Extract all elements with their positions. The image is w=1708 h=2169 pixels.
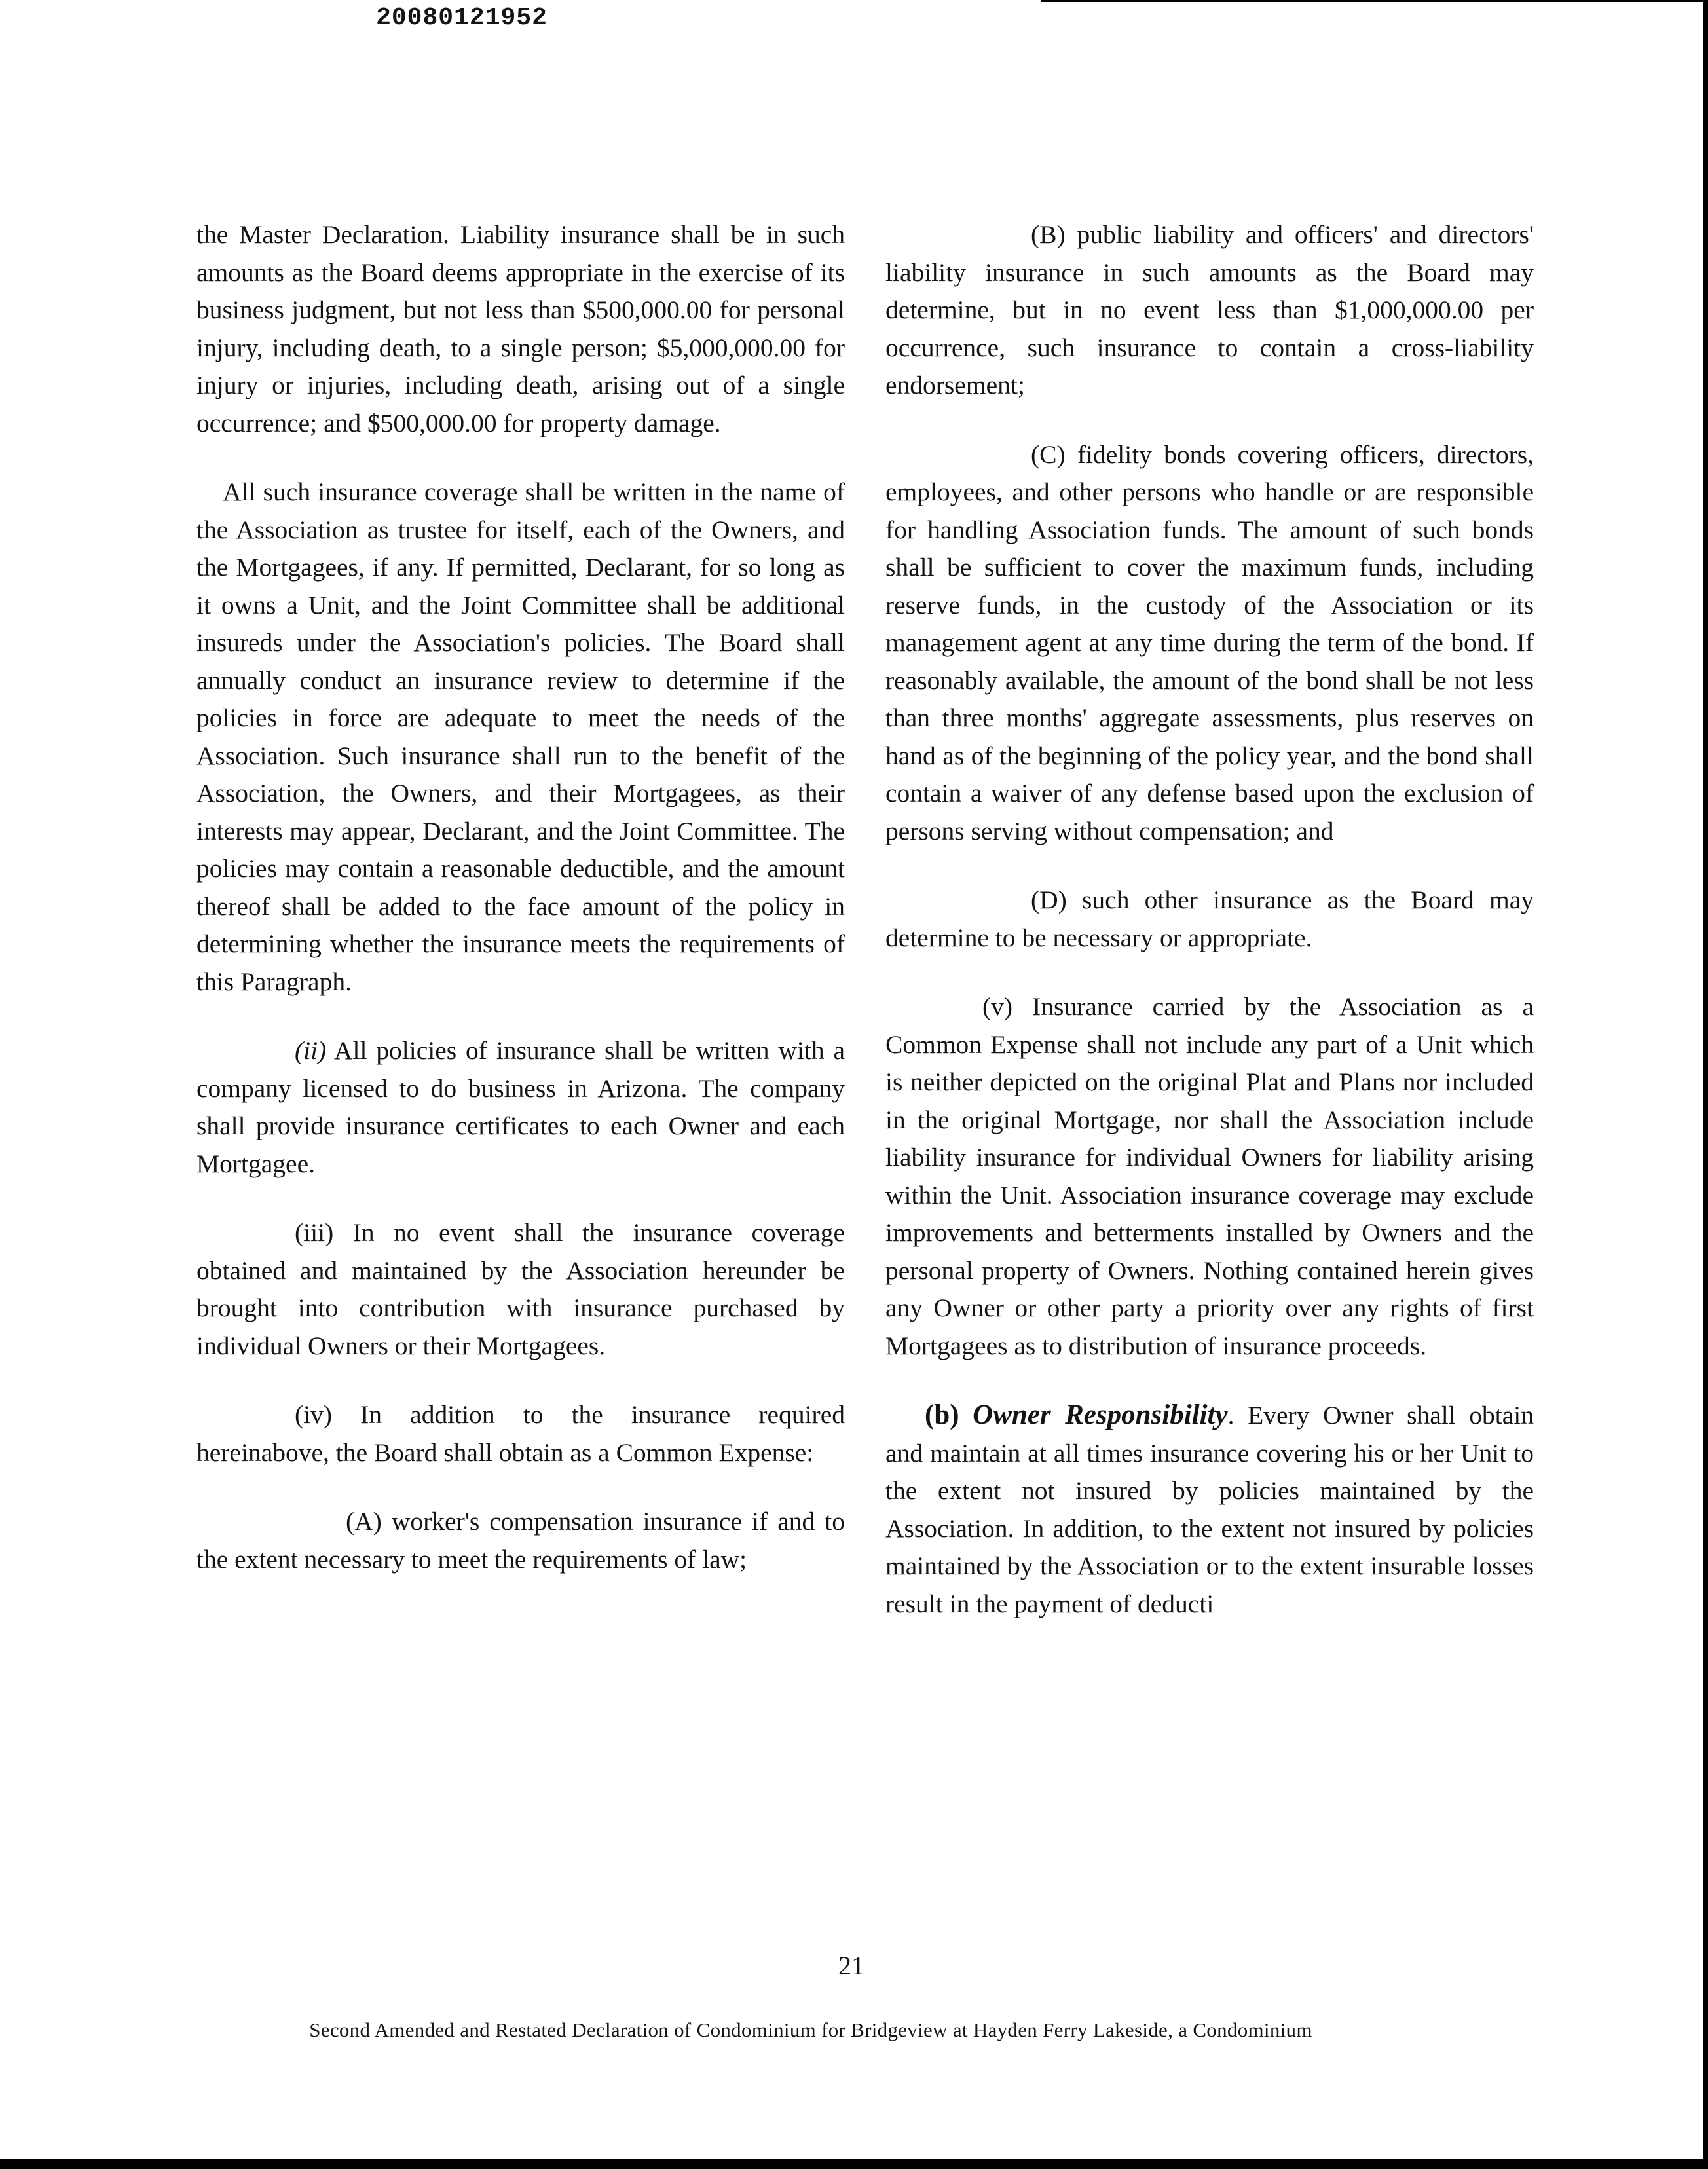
paragraph-ii-label: (ii) <box>295 1036 327 1065</box>
paragraph-ii <box>196 1032 845 1183</box>
paragraph-master-declaration: the Master Declaration. Liability insurance shall be in such amounts as the Board deems appropriate in the exercise of its business judgment, but not less than $500,000.00 for personal injury, including death, to a single person; $5,000,000.00 for injury or injuries, including death, arising out of a single occurrence; and $500,000.00 for property damage. <box>196 220 845 437</box>
right-column <box>885 216 1534 1654</box>
paragraph-ii-text: All policies of insurance shall be written with a company licensed to do business in Arizona. The company shall provide insurance certificates to each Owner and each Mortgagee. <box>196 1036 845 1178</box>
bottom-scan-border <box>0 2159 1708 2169</box>
paragraph-C: (C) fidelity bonds covering officers, directors, employees, and other persons who handle or are responsible for handling Association funds. The amount of such bonds shall be sufficient to cover the maximum funds, including reserve funds, in the custody of the Association or its management agent at any time during the term of the bond. If reasonably available, the amount of the bond shall be not less than three months' aggregate assessments, plus reserves on hand as of the beginning of the policy year, and the bond shall contain a waiver of any defense based upon the exclusion of persons serving without compensation; and <box>885 439 1534 845</box>
page-number: 21 <box>838 1951 864 1980</box>
paragraph-owner-responsibility <box>885 1396 1534 1623</box>
paragraph-iv: (iv) In addition to the insurance required hereinabove, the Board shall obtain as a Common Expense: <box>196 1400 845 1467</box>
paragraph-iii: (iii) In no event shall the insurance coverage obtained and maintained by the Association hereunder be brought into contribution with insurance purchased by individual Owners or their Mortgagees. <box>196 1218 845 1360</box>
paragraph-insurance-coverage: All such insurance coverage shall be written in the name of the Association as trustee for itself, each of the Owners, and the Mortgagees, if any. If permitted, Declarant, for so long as it owns a Unit, and the Joint Committee shall be additional insureds under the Association's policies. The Board shall annually conduct an insurance review to determine if the policies in force are adequate to meet the needs of the Association. Such insurance shall run to the benefit of the Association, the Owners, and their Mortgagees, as their interests may appear, Declarant, and the Joint Committee. The policies may contain a reasonable deductible, and the amount thereof shall be added to the face amount of the policy in determining whether the insurance meets the requirements of this Paragraph. <box>196 477 845 996</box>
owner-responsibility-label: (b) <box>925 1400 959 1430</box>
paragraph-A: (A) worker's compensation insurance if and to the extent necessary to meet the requirements of law; <box>196 1507 845 1574</box>
top-scan-rule <box>1041 0 1708 2</box>
right-scan-border <box>1703 0 1708 2169</box>
left-column <box>196 216 845 1610</box>
document-footer: Second Amended and Restated Declaration of Condominium for Bridgeview at Hayden Ferry Lakeside, a Condominium <box>309 2018 1312 2041</box>
paragraph-D: (D) such other insurance as the Board may determine to be necessary or appropriate. <box>885 885 1534 952</box>
paragraph-B: (B) public liability and officers' and directors' liability insurance in such amounts as the Board may determine, but in no event less than $1,000,000.00 per occurrence, such insurance to contain a cross-liability endorsement; <box>885 220 1534 399</box>
document-number: 20080121952 <box>376 4 548 32</box>
paragraph-v: (v) Insurance carried by the Association as a Common Expense shall not include any part of a Unit which is neither depicted on the original Plat and Plans nor included in the original Mortgage, nor shall the Association include liability insurance for individual Owners for liability arising within the Unit. Association insurance coverage may exclude improvements and betterments installed by Owners and the personal property of Owners. Nothing contained herein gives any Owner or other party a priority over any rights of first Mortgagees as to distribution of insurance proceeds. <box>885 992 1534 1360</box>
owner-responsibility-title: Owner Responsibility <box>973 1400 1228 1430</box>
owner-responsibility-text: . Every Owner shall obtain and maintain at all times insurance covering his or her Unit to the extent not insured by policies maintained by the Association. In addition, to the extent not insured by policies maintained by the Association or to the extent insurable losses result in the payment of deducti <box>885 1401 1534 1618</box>
